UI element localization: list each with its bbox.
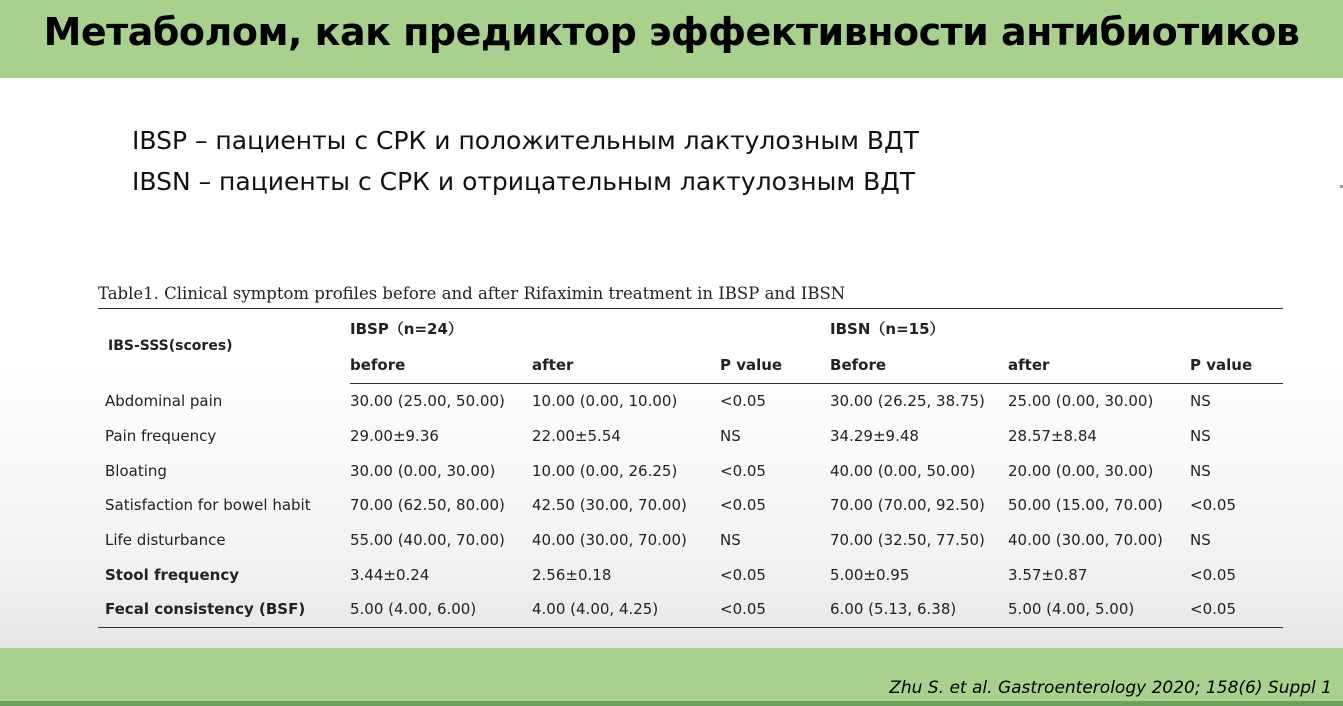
column-header: before — [350, 347, 532, 384]
table-cell: 10.00 (0.00, 10.00) — [532, 392, 678, 411]
column-header: Before — [830, 347, 1008, 384]
definition-ibsn: IBSN – пациенты с СРК и отрицательным лактулозным ВДТ — [132, 167, 916, 196]
table-caption: Table1. Clinical symptom profiles before and after Rifaximin treatment in IBSP and IBSN — [98, 284, 846, 303]
group-header-ibsn: IBSN（n=15） — [830, 309, 1283, 348]
table-cell: 70.00 (70.00, 92.50) — [830, 496, 985, 515]
table-cell: 29.00±9.36 — [350, 427, 439, 446]
table-corner-label: IBS-SSS(scores) — [98, 309, 350, 384]
row-label: Pain frequency — [105, 427, 217, 446]
column-header: P value — [720, 347, 830, 384]
title-bar — [0, 0, 1343, 78]
table-cell: 20.00 (0.00, 30.00) — [1008, 461, 1154, 480]
row-label: Life disturbance — [105, 531, 226, 550]
table-cell: 10.00 (0.00, 26.25) — [532, 461, 678, 480]
table-cell: 70.00 (32.50, 77.50) — [830, 531, 985, 550]
table-cell: <0.05 — [720, 496, 766, 515]
page-title: Метаболом, как предиктор эффективности антибиотиков — [43, 10, 1300, 54]
row-label: Satisfaction for bowel habit — [105, 496, 311, 515]
table-cell: <0.05 — [1190, 496, 1236, 515]
table-cell: 30.00 (26.25, 38.75) — [830, 392, 985, 411]
symptom-table-grid — [98, 308, 1283, 628]
table-cell: <0.05 — [1190, 592, 1283, 627]
table-cell: <0.05 — [720, 592, 830, 627]
table-cell: 50.00 (15.00, 70.00) — [1008, 496, 1163, 515]
table-cell: 4.00 (4.00, 4.25) — [532, 592, 720, 627]
table-row — [98, 419, 1283, 454]
column-header: after — [1008, 347, 1190, 384]
table-cell: <0.05 — [1190, 565, 1236, 584]
table-cell: 55.00 (40.00, 70.00) — [350, 531, 505, 550]
table-row — [98, 523, 1283, 558]
table-row — [98, 592, 1283, 627]
table-cell: 40.00 (0.00, 50.00) — [830, 461, 976, 480]
definitions — [132, 120, 919, 202]
table-cell: 5.00±0.95 — [830, 565, 910, 584]
definition-ibsp: IBSP – пациенты с СРК и положительным лактулозным ВДТ — [132, 126, 919, 155]
table-cell: 70.00 (62.50, 80.00) — [350, 496, 505, 515]
table-cell: 30.00 (0.00, 30.00) — [350, 461, 496, 480]
table-cell: NS — [720, 531, 741, 550]
column-header: after — [532, 347, 720, 384]
group-header-ibsp: IBSP（n=24） — [350, 309, 830, 348]
table-cell: 30.00 (25.00, 50.00) — [350, 392, 505, 411]
footer-divider — [0, 701, 1343, 706]
table-cell: 42.50 (30.00, 70.00) — [532, 496, 687, 515]
table-cell: NS — [1190, 427, 1211, 446]
table-cell: 3.44±0.24 — [350, 565, 430, 584]
table-cell: NS — [1190, 392, 1211, 411]
table-cell: NS — [1190, 461, 1211, 480]
table-row — [98, 384, 1283, 419]
row-label: Fecal consistency (BSF) — [98, 592, 350, 627]
row-label: Stool frequency — [105, 565, 239, 584]
row-label: Bloating — [105, 461, 167, 480]
citation: Zhu S. et al. Gastroenterology 2020; 158(6) Suppl 1 — [889, 678, 1332, 698]
column-header: P value — [1190, 347, 1283, 384]
table-cell: 40.00 (30.00, 70.00) — [1008, 531, 1163, 550]
table-cell: 6.00 (5.13, 6.38) — [830, 592, 1008, 627]
table-row — [98, 453, 1283, 488]
table-cell: 34.29±9.48 — [830, 427, 919, 446]
table-cell: 5.00 (4.00, 6.00) — [350, 592, 532, 627]
table-cell: 3.57±0.87 — [1008, 565, 1088, 584]
table-cell: NS — [720, 427, 741, 446]
row-label: Abdominal pain — [105, 392, 223, 411]
table-cell: 25.00 (0.00, 30.00) — [1008, 392, 1154, 411]
symptom-table — [98, 308, 1283, 628]
table-cell: <0.05 — [720, 392, 766, 411]
table-cell: 22.00±5.54 — [532, 427, 621, 446]
table-cell: NS — [1190, 531, 1211, 550]
table-row — [98, 557, 1283, 592]
table-cell: 40.00 (30.00, 70.00) — [532, 531, 687, 550]
table-cell: 28.57±8.84 — [1008, 427, 1097, 446]
table-cell: 5.00 (4.00, 5.00) — [1008, 592, 1190, 627]
table-cell: 2.56±0.18 — [532, 565, 612, 584]
table-cell: <0.05 — [720, 461, 766, 480]
table-row — [98, 488, 1283, 523]
table-cell: <0.05 — [720, 565, 766, 584]
